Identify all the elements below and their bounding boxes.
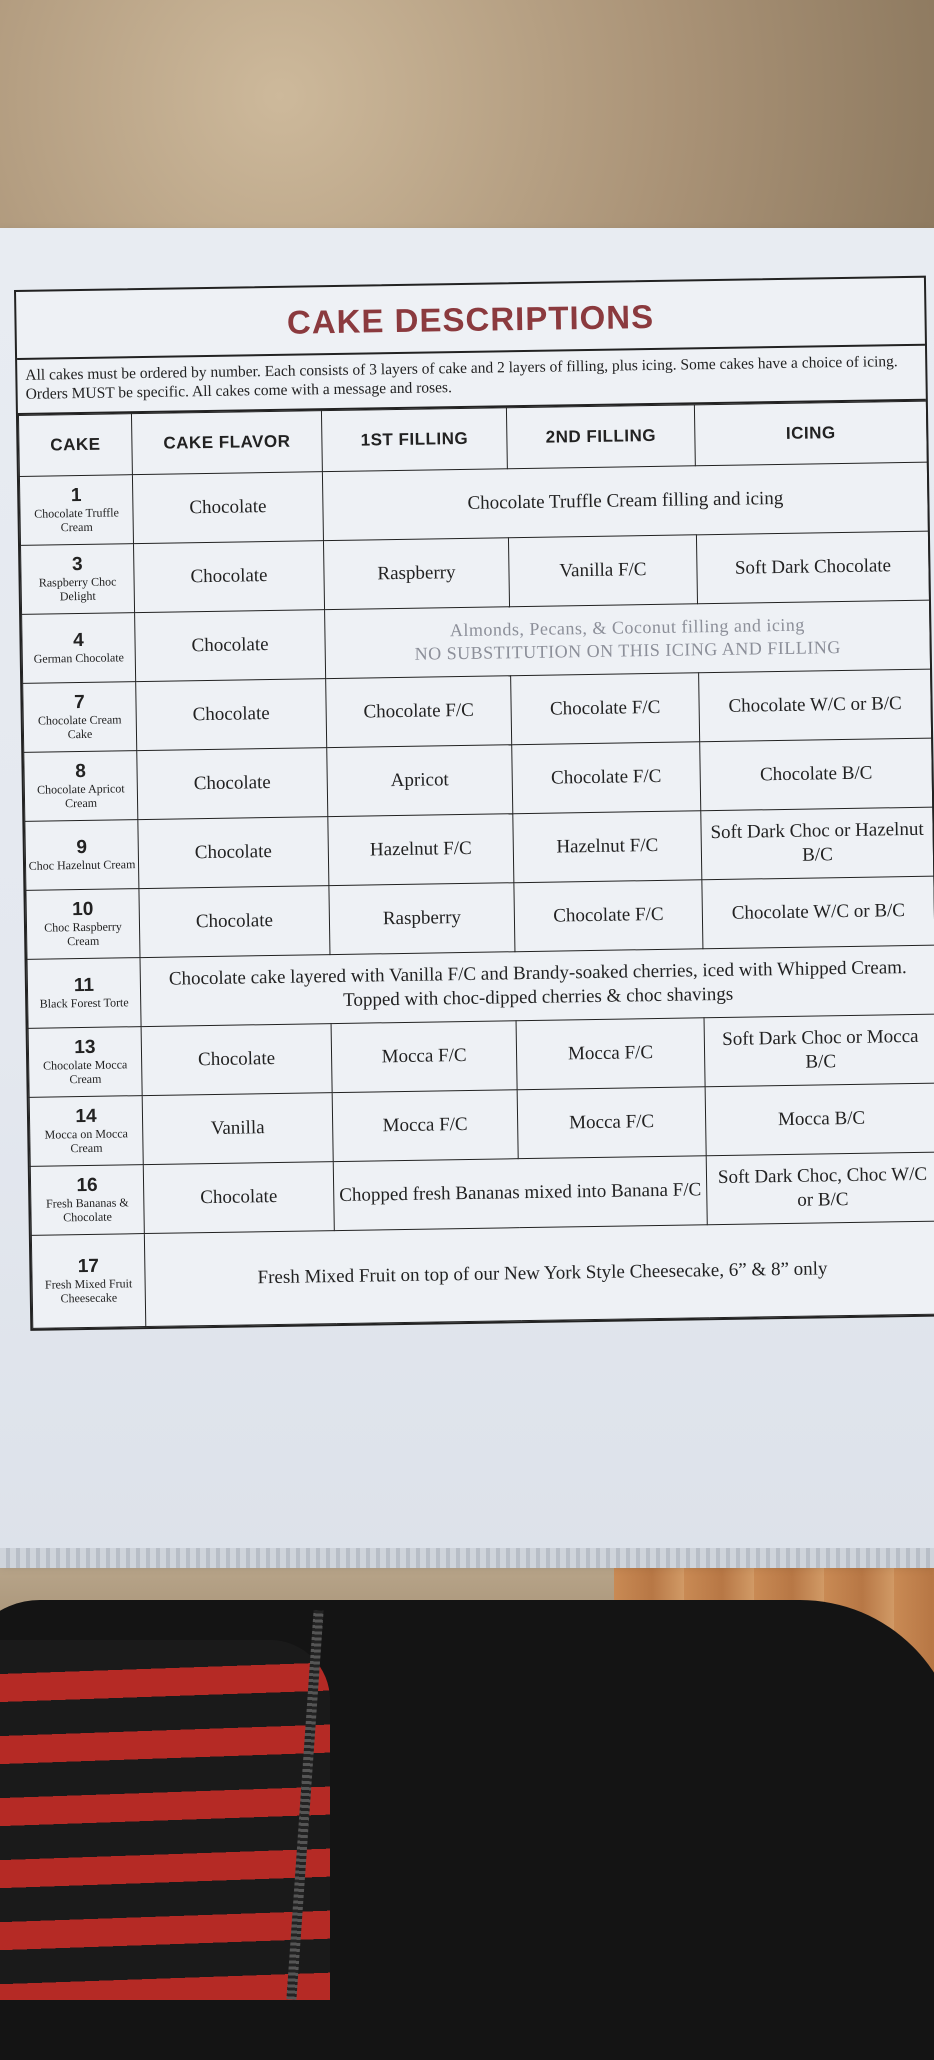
cake-id	[27, 957, 141, 1028]
cake-number: 3	[71, 553, 83, 576]
cake-description: Chocolate cake layered with Vanilla F/C and Brandy-soaked cherries, iced with Whipped Cream. Topped with choc-dipped cherries & choc shavings	[140, 945, 934, 1026]
cake-number: 10	[71, 898, 94, 921]
icing: Soft Dark Choc or Mocca B/C	[704, 1014, 934, 1087]
cake-flavor: Chocolate	[133, 540, 324, 612]
combined-line-2: NO SUBSTITUTION ON THIS ICING AND FILLING	[414, 636, 841, 664]
cake-flavor: Chocolate	[136, 678, 327, 750]
icing: Soft Dark Choc, Choc W/C or B/C	[706, 1152, 934, 1225]
cake-flavor: Chocolate	[143, 1161, 334, 1233]
icing: Chocolate B/C	[700, 738, 933, 811]
icing: Chocolate W/C or B/C	[702, 876, 934, 949]
first-filling: Raspberry	[323, 538, 509, 610]
striped-garment	[0, 1640, 330, 2000]
filling-combined: Chopped fresh Bananas mixed into Banana F/C	[333, 1155, 707, 1230]
cake-number: 9	[76, 836, 88, 859]
cake-name: Mocca on Mocca Cream	[44, 1126, 129, 1155]
cake-flavor: Vanilla	[142, 1092, 333, 1164]
cake-flavor: Chocolate	[137, 747, 328, 819]
cake-flavor: Chocolate	[135, 609, 326, 681]
cake-name: Chocolate Truffle Cream	[34, 505, 120, 534]
cake-id	[25, 819, 139, 890]
cake-name: Fresh Mixed Fruit Cheesecake	[44, 1276, 133, 1306]
filling-icing-combined: Chocolate Truffle Cream filling and icing	[322, 462, 928, 540]
cake-number: 14	[75, 1105, 97, 1128]
first-filling: Apricot	[327, 744, 513, 816]
cake-id	[28, 1026, 142, 1097]
second-filling: Chocolate F/C	[511, 673, 700, 745]
cake-description: Fresh Mixed Fruit on top of our New York Style Cheesecake, 6” & 8” only	[144, 1221, 934, 1326]
icing: Chocolate W/C or B/C	[699, 669, 932, 742]
first-filling: Mocca F/C	[332, 1089, 518, 1161]
icing: Mocca B/C	[705, 1083, 934, 1156]
cake-number: 1	[70, 484, 82, 507]
header-cake: CAKE	[18, 413, 132, 476]
cake-name: Fresh Bananas & Chocolate	[45, 1195, 129, 1225]
first-filling: Hazelnut F/C	[328, 813, 514, 885]
cake-name: German Chocolate	[33, 650, 125, 666]
cake-name: Chocolate Apricot Cream	[36, 781, 125, 810]
cake-id	[23, 681, 137, 752]
cake-id	[30, 1164, 144, 1235]
cake-number: 16	[76, 1174, 98, 1197]
cake-number: 8	[75, 760, 87, 783]
first-filling: Mocca F/C	[331, 1020, 517, 1092]
sheet-sleeve-edge	[0, 1548, 934, 1568]
header-first-filling: 1ST FILLING	[321, 408, 507, 472]
cake-id	[29, 1095, 143, 1166]
cake-name: Raspberry Choc Delight	[38, 574, 117, 603]
cake-flavor: Chocolate	[141, 1023, 332, 1095]
second-filling: Chocolate F/C	[512, 742, 701, 814]
cake-number: 13	[74, 1036, 96, 1059]
cake-flavor: Chocolate	[132, 471, 323, 543]
cake-number: 11	[73, 974, 95, 997]
first-filling: Raspberry	[329, 882, 515, 954]
cake-number: 4	[73, 629, 84, 652]
cake-id	[22, 612, 136, 683]
cake-id	[24, 750, 138, 821]
cake-name: Choc Raspberry Cream	[44, 919, 122, 948]
cake-flavor: Chocolate	[138, 816, 329, 888]
filling-icing-combined	[325, 600, 931, 678]
second-filling: Chocolate F/C	[514, 880, 703, 952]
countertop-background	[0, 0, 934, 240]
cake-id	[31, 1233, 145, 1328]
cake-id	[19, 474, 133, 545]
icing: Soft Dark Chocolate	[696, 531, 929, 604]
cake-id	[21, 543, 135, 614]
cake-descriptions-document	[14, 276, 934, 1331]
cake-name: Chocolate Mocca Cream	[42, 1057, 128, 1086]
second-filling: Mocca F/C	[517, 1086, 706, 1158]
cake-name: Choc Hazelnut Cream	[28, 856, 136, 873]
intro-text: All cakes must be ordered by number. Each consists of 3 layers of cake and 2 layers of filling, plus icing. Some cakes have a choice of icing. Orders MUST be specific. All cakes come with a message and roses.	[17, 346, 926, 415]
second-filling: Vanilla F/C	[508, 535, 697, 607]
cake-number: 7	[74, 691, 85, 714]
second-filling: Mocca F/C	[516, 1018, 705, 1090]
cake-id	[26, 888, 140, 959]
page-title: CAKE DESCRIPTIONS	[16, 278, 925, 360]
header-flavor: CAKE FLAVOR	[131, 410, 322, 474]
cake-flavor: Chocolate	[139, 885, 330, 957]
second-filling: Hazelnut F/C	[513, 811, 702, 883]
header-second-filling: 2ND FILLING	[506, 405, 695, 469]
header-icing: ICING	[694, 401, 927, 466]
first-filling: Chocolate F/C	[326, 675, 512, 747]
cake-table	[18, 400, 934, 1328]
cake-name: Chocolate Cream Cake	[37, 712, 122, 741]
combined-line-1: Almonds, Pecans, & Coconut filling and icing	[449, 614, 805, 641]
table-row	[31, 1221, 934, 1328]
icing: Soft Dark Choc or Hazelnut B/C	[701, 807, 934, 880]
cake-number: 17	[77, 1255, 100, 1278]
cake-name: Black Forest Torte	[39, 995, 129, 1011]
